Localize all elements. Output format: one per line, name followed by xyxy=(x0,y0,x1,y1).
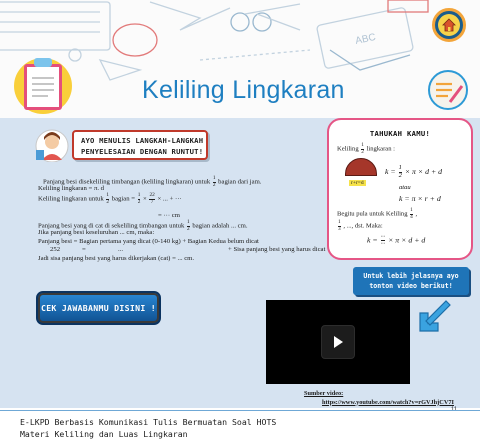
footer-line-1: E-LKPD Berbasis Komunikasi Tulis Bermuatan Soal HOTS xyxy=(20,417,277,427)
formula-text: k = xyxy=(367,235,378,245)
arrow-down-left-icon xyxy=(416,299,452,335)
clipboard-lines-icon xyxy=(28,70,60,108)
solution-steps xyxy=(38,176,360,263)
formula-text: × π × d + d xyxy=(388,235,426,245)
video-note-line-2: tonton video berikut! xyxy=(369,281,453,290)
info-card xyxy=(327,118,473,260)
fraction xyxy=(410,208,413,220)
step-text: bagian = xyxy=(111,195,136,203)
video-source-link[interactable]: https://www.youtube.com/watch?v=rGVJhjCV7I xyxy=(322,398,454,406)
video-source xyxy=(304,390,454,407)
fraction-den: 3 xyxy=(338,225,341,232)
fraction-num: 1 xyxy=(137,192,141,199)
video-note-line-1: Untuk lebih jelasnya ayo xyxy=(363,272,459,280)
info-text: lingkaran : xyxy=(366,145,395,153)
step-line-4: = ··· cm xyxy=(158,211,180,219)
semicircle-icon xyxy=(345,158,377,176)
fraction xyxy=(338,220,341,232)
notes-pencil-icon xyxy=(430,72,466,108)
video-player[interactable] xyxy=(266,300,410,384)
semicircle-label: r+r=d xyxy=(351,180,364,186)
page-title: Keliling Lingkaran xyxy=(142,76,345,104)
info-card-line-1 xyxy=(337,143,395,155)
home-button[interactable] xyxy=(432,8,466,42)
fraction-num: ··· xyxy=(380,234,386,240)
fraction-den: 2 xyxy=(187,225,190,232)
formula-2: k = π × r + d xyxy=(399,194,441,203)
instruction-line-2: PENYELESAIAN DENGAN RUNTUT! xyxy=(81,147,204,156)
fraction-num: 1 xyxy=(338,219,341,225)
header xyxy=(0,0,480,118)
fraction xyxy=(381,234,386,248)
footer-line-2: Materi Keliling dan Luas Lingkaran xyxy=(20,429,188,439)
fraction-den: 2 xyxy=(361,148,364,155)
fraction-den: 2 xyxy=(398,171,402,179)
play-button[interactable] xyxy=(321,325,355,359)
step-text: Panjang besi yang di cat di sekeliling timbangan untuk xyxy=(38,223,185,230)
info-card-line-3 xyxy=(337,220,383,232)
info-text: , ..., dst. Maka: xyxy=(343,222,383,230)
formula-text: × π × d + d xyxy=(404,167,443,177)
info-text: Keliling xyxy=(337,145,359,153)
fraction-num: 1 xyxy=(361,142,364,148)
step-text: bagian adalah ... cm. xyxy=(192,223,248,230)
fraction-num: 1 xyxy=(187,219,190,226)
step-text: × ... + ··· xyxy=(157,195,182,203)
svg-text:ABC: ABC xyxy=(354,31,377,47)
fraction-num: 1 xyxy=(106,192,110,199)
step-text: Keliling lingkaran untuk xyxy=(38,195,104,203)
step-line-7: Panjang besi = Bagian pertama yang dicat (0-140 kg) + Bagian Kedua belum dicat xyxy=(38,237,259,245)
formula-text: k = xyxy=(385,167,396,177)
fraction-num: 1 xyxy=(398,164,402,171)
info-card-line-2 xyxy=(337,208,417,220)
fraction-den: 2 xyxy=(106,198,110,205)
notes-icon xyxy=(428,70,468,110)
fraction-den: ··· xyxy=(380,241,386,248)
fraction-den: 7 xyxy=(150,198,154,205)
fraction-num: 1 xyxy=(410,207,413,213)
fraction-den: 2 xyxy=(212,181,216,188)
fraction-den: 4 xyxy=(410,213,413,220)
video-source-label: Sumber video: xyxy=(304,390,344,397)
info-text: Begitu pula untuk Keliling xyxy=(337,210,408,218)
clipboard-paper xyxy=(24,64,62,110)
home-glyph-icon xyxy=(442,18,456,32)
footer xyxy=(0,410,480,445)
fraction-num: 1 xyxy=(212,175,216,181)
formula-or: atau xyxy=(399,184,411,191)
step-line-6: Jika panjang besi keseluruhan ... cm, maka: xyxy=(38,228,155,236)
fraction-den: 2 xyxy=(137,198,141,205)
fraction xyxy=(361,143,364,155)
fraction-num: 22 xyxy=(149,192,155,199)
step-equals: = xyxy=(82,246,86,254)
video-note xyxy=(353,267,469,295)
info-text: , xyxy=(415,210,418,218)
step-value: 252 xyxy=(50,246,61,254)
clipboard-clip xyxy=(34,58,52,67)
step-text: bagian dari jam. xyxy=(218,178,262,186)
step-line-3 xyxy=(38,192,360,205)
home-icon xyxy=(438,14,460,36)
formula-1 xyxy=(385,165,442,180)
instruction-line-1: AYO MENULIS LANGKAH-LANGKAH xyxy=(81,136,204,145)
step-text: + Sisa panjang besi yang harus dicat xyxy=(228,246,326,254)
check-answer-button[interactable]: CEK JAWABANMU DISINI ! xyxy=(36,291,161,325)
play-icon xyxy=(331,335,345,349)
step-line-8 xyxy=(38,246,360,255)
info-card-title: TAHUKAH KAMU! xyxy=(369,129,431,138)
step-text: × xyxy=(143,195,147,203)
step-line-9: Jadi sisa panjang besi yang harus dikerjakan (cat) = ... cm. xyxy=(38,254,195,262)
teacher-icon xyxy=(34,128,70,162)
formula-3 xyxy=(367,234,425,248)
step-blank: ... xyxy=(118,246,124,254)
fraction xyxy=(399,165,402,180)
step-text: Panjang besi disekeliling timbangan (keliling lingkaran) untuk xyxy=(43,178,211,186)
instruction-box xyxy=(72,130,208,160)
step-line-2: Keliling lingkaran = π. d xyxy=(38,184,105,192)
